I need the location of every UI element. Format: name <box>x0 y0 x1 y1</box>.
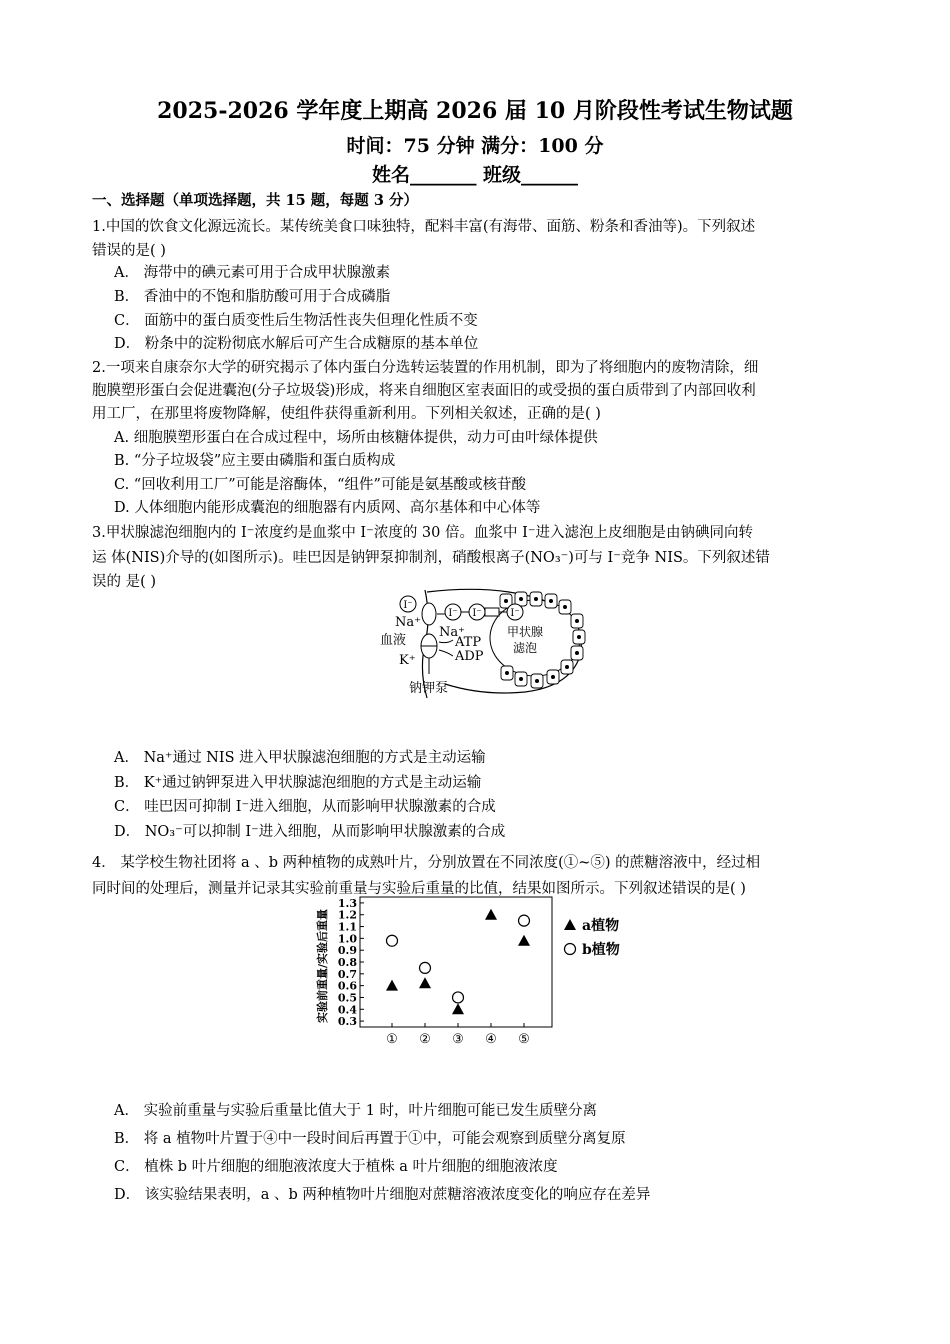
q2-line-2: 胞膜塑形蛋白会促进囊泡(分子垃圾袋)形成，将来自细胞区室表面旧的或受损的蛋白质带到了内部回收利 <box>92 383 756 399</box>
x-tick-label: ⑤ <box>518 1032 530 1047</box>
fig-follicle-2: 滤泡 <box>513 641 538 655</box>
exam-time-score: 时间：75 分钟 满分：100 分 <box>346 135 604 157</box>
point-a-plant <box>452 1003 464 1014</box>
y-tick-label: 1.0 <box>337 932 357 946</box>
thyroid-transport-figure <box>375 588 595 700</box>
point-a-plant <box>485 909 497 920</box>
q2-line-1: 2.一项来自康奈尔大学的研究揭示了体内蛋白分选转运装置的作用机制，即为了将细胞内的废物清除，细 <box>92 360 759 376</box>
exam-title: 2025-2026 学年度上期高 2026 届 10 月阶段性考试生物试题 <box>157 98 793 124</box>
q3-line-3: 误的 是( ) <box>92 574 157 590</box>
x-tick-label: ③ <box>452 1032 464 1047</box>
q1-line-1: 1.中国的饮食文化源远流长。某传统美食口味独特，配料丰富(有海带、面筋、粉条和香油等)。下列叙述 <box>92 219 756 235</box>
q1-option-b: B． 香油中的不饱和脂肪酸可用于合成磷脂 <box>114 289 391 305</box>
q1-option-d: D． 粉条中的淀粉彻底水解后可产生合成糖原的基本单位 <box>114 336 479 352</box>
fig-pump: 钠钾泵 <box>409 681 449 696</box>
fig-k: K⁺ <box>399 653 416 668</box>
fig-follicle-1: 甲状腺 <box>507 625 544 639</box>
legend-b-marker <box>565 944 576 955</box>
y-tick-label: 0.6 <box>337 979 357 993</box>
x-tick-label: ① <box>386 1032 398 1047</box>
q2-option-b: B. “分子垃圾袋”应主要由磷脂和蛋白质构成 <box>114 453 396 469</box>
x-tick-label: ④ <box>485 1032 497 1047</box>
fig-atp: ATP <box>455 635 482 650</box>
y-tick-label: 0.7 <box>337 967 357 981</box>
q2-option-d: D. 人体细胞内能形成囊泡的细胞器有内质网、高尔基体和中心体等 <box>114 500 541 516</box>
q2-option-c: C. “回收利用工厂”可能是溶酶体，“组件”可能是氨基酸或核苷酸 <box>114 477 526 493</box>
q3-option-c: C． 哇巴因可抑制 I⁻进入细胞，从而影响甲状腺激素的合成 <box>114 799 496 815</box>
y-tick-label: 0.4 <box>337 1003 357 1017</box>
exam-name-class: 姓名_______ 班级______ <box>371 164 579 186</box>
q3-line-2: 运 体(NIS)介导的(如图所示)。哇巴因是钠钾泵抑制剂，硝酸根离子(NO₃⁻)可与 I⁻竞争 NIS。下列叙述错 <box>92 550 770 566</box>
weight-ratio-chart <box>312 893 652 1053</box>
q4-option-d: D． 该实验结果表明，a 、b 两种植物叶片细胞对蔗糖溶液浓度变化的响应存在差异 <box>114 1187 651 1203</box>
point-a-plant <box>419 977 431 988</box>
q4-option-b: B． 将 a 植物叶片置于④中一段时间后再置于①中，可能会观察到质壁分离复原 <box>114 1131 626 1147</box>
fig-adp: ADP <box>455 649 484 664</box>
q1-option-c: C． 面筋中的蛋白质变性后生物活性丧失但理化性质不变 <box>114 313 478 329</box>
y-tick-label: 1.3 <box>337 896 357 910</box>
q3-option-b: B． K⁺通过钠钾泵进入甲状腺滤泡细胞的方式是主动运输 <box>114 775 482 791</box>
fig-i-ion: I⁻ <box>403 600 413 611</box>
q4-option-a: A． 实验前重量与实验后重量比值大于 1 时，叶片细胞可能已发生质壁分离 <box>114 1103 598 1119</box>
fig-i-ion-2: I⁻ <box>448 608 458 619</box>
x-tick-label: ② <box>419 1032 431 1047</box>
y-tick-label: 0.3 <box>337 1015 357 1029</box>
point-b-plant <box>519 915 530 926</box>
y-tick-label: 0.5 <box>337 991 357 1005</box>
legend-label: a植物 <box>582 918 620 934</box>
chart-ylabel: 实验前重量/实验后重量 <box>316 908 329 1023</box>
y-tick-label: 1.1 <box>337 920 357 934</box>
point-a-plant <box>518 935 530 946</box>
q1-option-a: A． 海带中的碘元素可用于合成甲状腺激素 <box>114 265 391 281</box>
q3-option-a: A． Na⁺通过 NIS 进入甲状腺滤泡细胞的方式是主动运输 <box>114 750 486 766</box>
point-a-plant <box>386 980 398 991</box>
q2-option-a: A. 细胞膜塑形蛋白在合成过程中，场所由核糖体提供，动力可由叶绿体提供 <box>114 430 598 446</box>
point-b-plant <box>453 992 464 1003</box>
fig-na-2: Na⁺ <box>439 625 465 640</box>
legend-label: b植物 <box>582 942 620 958</box>
q4-option-c: C． 植株 b 叶片细胞的细胞液浓度大于植株 a 叶片细胞的细胞液浓度 <box>114 1159 558 1175</box>
q3-line-1: 3.甲状腺滤泡细胞内的 I⁻浓度约是血浆中 I⁻浓度的 30 倍。血浆中 I⁻进入滤泡上皮细胞是由钠碘同向转 <box>92 525 753 541</box>
y-tick-label: 1.2 <box>337 908 357 922</box>
fig-i-ion-3: I⁻ <box>472 608 482 619</box>
point-b-plant <box>420 962 431 973</box>
point-b-plant <box>387 935 398 946</box>
section-heading: 一、选择题（单项选择题，共 15 题，每题 3 分） <box>92 192 418 209</box>
legend-a-marker <box>564 919 576 930</box>
q4-line-1: 4． 某学校生物社团将 a 、b 两种植物的成熟叶片，分别放置在不同浓度(①~⑤) 的蔗糖溶液中，经过相 <box>92 855 761 871</box>
q1-line-2: 错误的是( ) <box>92 243 166 259</box>
q2-line-3: 用工厂，在那里将废物降解，使组件获得重新利用。下列相关叙述，正确的是( ) <box>92 406 601 422</box>
y-tick-label: 0.9 <box>337 944 357 958</box>
q3-option-d: D． NO₃⁻可以抑制 I⁻进入细胞，从而影响甲状腺激素的合成 <box>114 824 506 840</box>
fig-na: Na⁺ <box>395 615 421 630</box>
fig-blood: 血液 <box>380 633 407 648</box>
y-tick-label: 0.8 <box>337 956 357 969</box>
fig-i-ion-4: I⁻ <box>510 608 520 619</box>
q4-line-2: 同时间的处理后，测量并记录其实验前重量与实验后重量的比值，结果如图所示。下列叙述错误的是( ) <box>92 881 746 897</box>
